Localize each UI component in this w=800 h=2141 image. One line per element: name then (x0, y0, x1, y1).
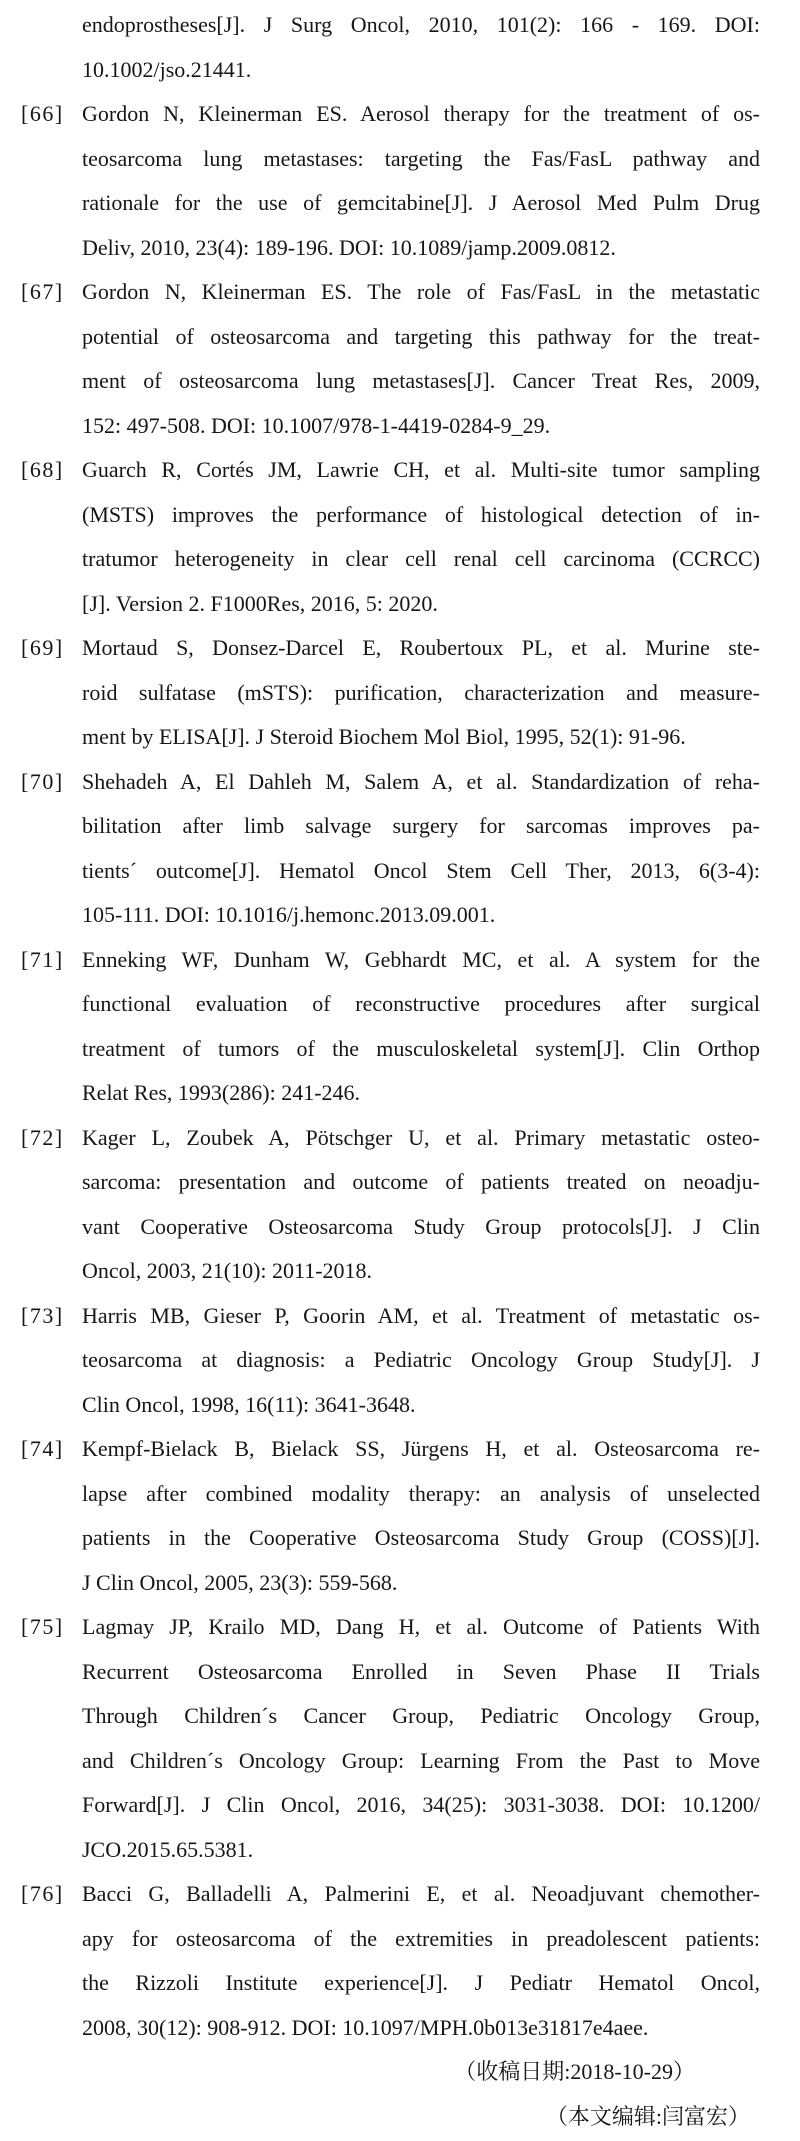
reference-number: [68] (21, 457, 64, 482)
reference-line: Harris MB, Gieser P, Goorin AM, et al. Treatment of metastatic os- (82, 1302, 760, 1328)
reference-number: [71] (21, 946, 64, 972)
reference-line: JCO.2015.65.5381. (82, 1836, 254, 1862)
reference-item (0, 626, 800, 760)
reference-number: [75] (21, 1614, 64, 1639)
reference-line: roid sulfatase (mSTS): purification, characterization and measure- (82, 679, 760, 705)
reference-line: sarcoma: presentation and outcome of patients treated on neoadju- (82, 1169, 760, 1194)
reference-item (0, 1427, 800, 1605)
reference-line: Recurrent Osteosarcoma Enrolled in Seven Phase II Trials (82, 1658, 760, 1684)
reference-line: 105-111. DOI: 10.1016/j.hemonc.2013.09.001. (82, 902, 496, 927)
reference-line: treatment of tumors of the musculoskeletal system[J]. Clin Orthop (82, 1035, 760, 1061)
reference-line: ment by ELISA[J]. J Steroid Biochem Mol Biol, 1995, 52(1): 91-96. (82, 724, 686, 749)
reference-number: [70] (21, 768, 64, 794)
reference-line: Deliv, 2010, 23(4): 189-196. DOI: 10.1089/jamp.2009.0812. (82, 234, 616, 260)
reference-line: 10.1002/jso.21441. (82, 56, 252, 82)
reference-line: [J]. Version 2. F1000Res, 2016, 5: 2020. (82, 590, 438, 616)
reference-line: lapse after combined modality therapy: an analysis of unselected (82, 1480, 760, 1506)
reference-line: vant Cooperative Osteosarcoma Study Group protocols[J]. J Clin (82, 1213, 760, 1239)
reference-line: teosarcoma at diagnosis: a Pediatric Oncology Group Study[J]. J (82, 1347, 760, 1372)
reference-line: Shehadeh A, El Dahleh M, Salem A, et al. Standardization of reha- (82, 768, 760, 794)
reference-line: tratumor heterogeneity in clear cell renal cell carcinoma (CCRCC) (82, 546, 760, 571)
reference-line: patients in the Cooperative Osteosarcoma Study Group (COSS)[J]. (82, 1525, 760, 1550)
reference-line: Mortaud S, Donsez-Darcel E, Roubertoux PL, et al. Murine ste- (82, 635, 760, 660)
reference-line: 152: 497-508. DOI: 10.1007/978-1-4419-0284-9_29. (82, 412, 551, 438)
reference-line: Gordon N, Kleinerman ES. Aerosol therapy for the treatment of os- (82, 101, 760, 126)
reference-item (0, 1294, 800, 1428)
reference-line: Through Children´s Cancer Group, Pediatric Oncology Group, (82, 1703, 760, 1728)
reference-line: (MSTS) improves the performance of histological detection of in- (82, 501, 760, 527)
reference-number: [74] (21, 1436, 64, 1461)
references-list (0, 3, 800, 2050)
reference-item (0, 448, 800, 626)
reference-number: [73] (21, 1302, 64, 1328)
reference-line: J Clin Oncol, 2005, 23(3): 559-568. (82, 1569, 398, 1595)
reference-number: [72] (21, 1124, 64, 1150)
reference-number: [69] (21, 635, 64, 660)
reference-number: [67] (21, 279, 64, 304)
reference-line: Clin Oncol, 1998, 16(11): 3641-3648. (82, 1391, 416, 1417)
reference-item (0, 938, 800, 1116)
reference-line: tients´ outcome[J]. Hematol Oncol Stem Cell Ther, 2013, 6(3-4): (82, 857, 760, 883)
reference-line: and Children´s Oncology Group: Learning From the Past to Move (82, 1747, 760, 1773)
reference-item (0, 760, 800, 938)
reference-line: the Rizzoli Institute experience[J]. J Pediatr Hematol Oncol, (82, 1970, 760, 1995)
reference-number: [76] (21, 1881, 64, 1906)
reference-line: Forward[J]. J Clin Oncol, 2016, 34(25): 3031-3038. DOI: 10.1200/ (82, 1792, 760, 1817)
reference-line: Relat Res, 1993(286): 241-246. (82, 1080, 361, 1105)
footer-editor: （本文编辑:闫富宏） (545, 2103, 750, 2129)
reference-item (0, 1872, 800, 2050)
reference-number: [66] (21, 101, 64, 126)
article-footer (0, 2050, 800, 2139)
reference-line: bilitation after limb salvage surgery for sarcomas improves pa- (82, 813, 760, 838)
reference-item (0, 92, 800, 270)
reference-line: 2008, 30(12): 908-912. DOI: 10.1097/MPH.0b013e31817e4aee. (82, 2014, 649, 2040)
reference-item (0, 1116, 800, 1294)
reference-line: rationale for the use of gemcitabine[J]. J Aerosol Med Pulm Drug (82, 190, 760, 215)
reference-item (0, 3, 800, 92)
reference-line: endoprostheses[J]. J Surg Oncol, 2010, 101(2): 166 - 169. DOI: (82, 12, 760, 37)
reference-item (0, 1605, 800, 1872)
footer-received-date: （收稿日期:2018-10-29） (454, 2059, 695, 2084)
reference-line: Kager L, Zoubek A, Pötschger U, et al. Primary metastatic osteo- (82, 1124, 760, 1150)
reference-line: apy for osteosarcoma of the extremities in preadolescent patients: (82, 1925, 760, 1951)
reference-line: ment of osteosarcoma lung metastases[J]. Cancer Treat Res, 2009, (82, 368, 760, 393)
reference-line: Gordon N, Kleinerman ES. The role of Fas/FasL in the metastatic (82, 279, 760, 304)
reference-line: functional evaluation of reconstructive procedures after surgical (82, 991, 760, 1016)
reference-line: Kempf-Bielack B, Bielack SS, Jürgens H, et al. Osteosarcoma re- (82, 1436, 760, 1461)
reference-item (0, 270, 800, 448)
reference-line: potential of osteosarcoma and targeting this pathway for the treat- (82, 323, 760, 349)
reference-line: Enneking WF, Dunham W, Gebhardt MC, et al. A system for the (82, 946, 760, 972)
reference-line: Lagmay JP, Krailo MD, Dang H, et al. Outcome of Patients With (82, 1614, 760, 1639)
reference-line: Guarch R, Cortés JM, Lawrie CH, et al. Multi-site tumor sampling (82, 457, 760, 482)
reference-line: Oncol, 2003, 21(10): 2011-2018. (82, 1258, 373, 1283)
reference-line: Bacci G, Balladelli A, Palmerini E, et al. Neoadjuvant chemother- (82, 1881, 760, 1906)
reference-line: teosarcoma lung metastases: targeting the Fas/FasL pathway and (82, 145, 760, 171)
